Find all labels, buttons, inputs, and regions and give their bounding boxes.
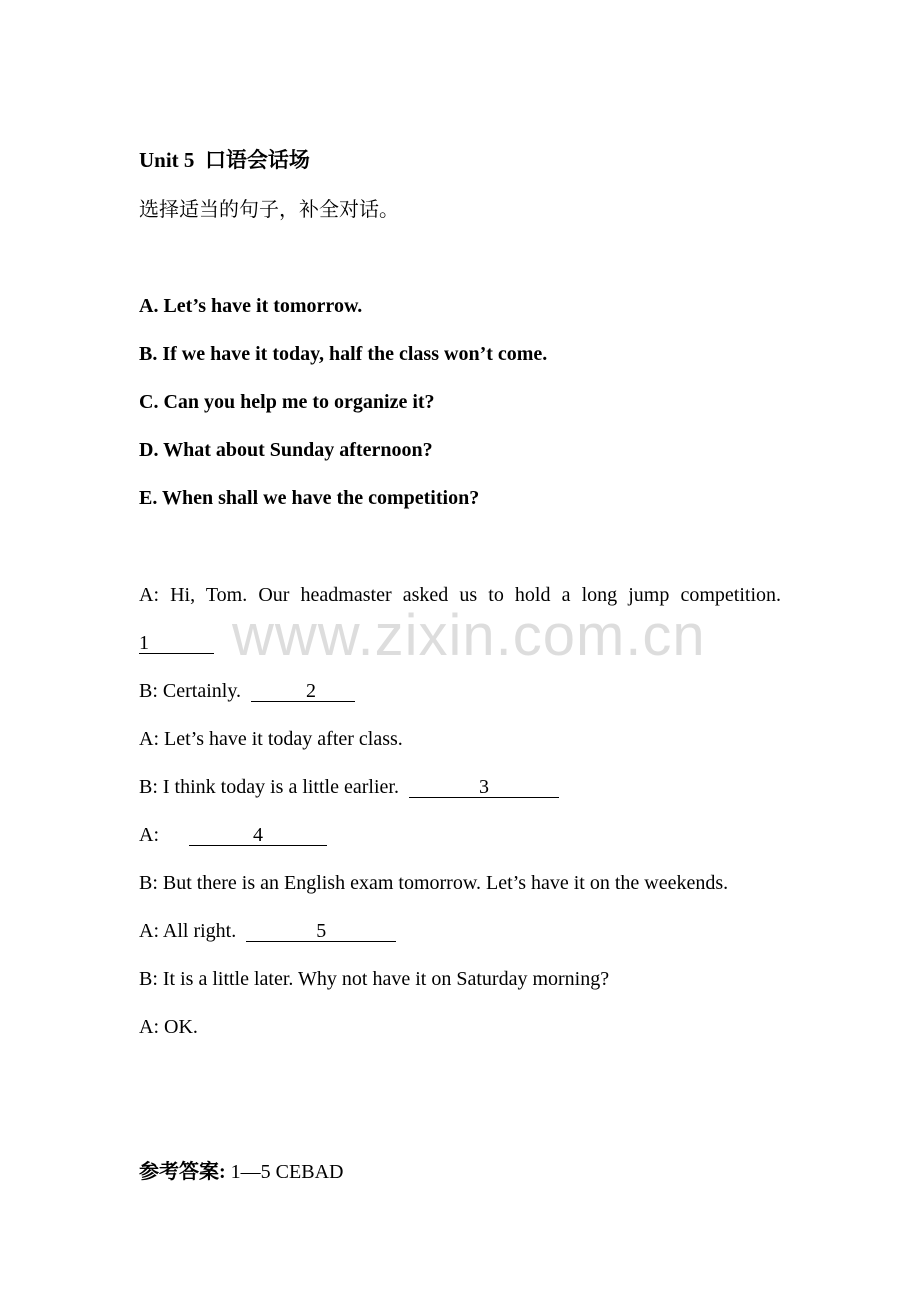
option-b: B. If we have it today, half the class won’t come. — [139, 343, 548, 365]
dialogue-blank-1-line — [139, 631, 214, 655]
answer-blank-3: 3 — [409, 777, 559, 798]
answer-blank-4: 4 — [189, 825, 327, 846]
answer-blank-2: 2 — [251, 681, 355, 702]
instruction-text: 选择适当的句子，补全对话。 — [139, 199, 399, 221]
answer-key — [139, 1160, 343, 1184]
page-title — [139, 148, 310, 172]
dialogue-line-1: A: Hi, Tom. Our headmaster asked us to hold a long jump competition. — [139, 584, 781, 606]
dialogue-line-7: A: All right. 5 — [139, 919, 396, 943]
answer-key-label: 参考答案: — [139, 1161, 226, 1183]
dialogue-line-6: B: But there is an English exam tomorrow. Let’s have it on the weekends. — [139, 872, 729, 894]
answer-blank-1: 1 — [139, 633, 214, 654]
dialogue-line-4: B: I think today is a little earlier. 3 — [139, 775, 559, 799]
unit-label: Unit 5 — [139, 148, 195, 172]
answer-blank-5: 5 — [246, 921, 396, 942]
option-c: C. Can you help me to organize it? — [139, 391, 435, 413]
topic-label: 口语会话场 — [204, 148, 310, 172]
dialogue-line-9: A: OK. — [139, 1016, 198, 1038]
dialogue-line-2: B: Certainly. 2 — [139, 679, 355, 703]
answer-key-value: 1—5 CEBAD — [230, 1161, 344, 1183]
dialogue-line-5: A: 4 — [139, 823, 327, 847]
option-a: A. Let’s have it tomorrow. — [139, 295, 363, 317]
option-d: D. What about Sunday afternoon? — [139, 439, 433, 461]
option-e: E. When shall we have the competition? — [139, 487, 480, 509]
dialogue-line-8: B: It is a little later. Why not have it on Saturday morning? — [139, 968, 610, 990]
dialogue-line-3: A: Let’s have it today after class. — [139, 728, 403, 750]
watermark: www.zixin.com.cn — [232, 603, 706, 668]
